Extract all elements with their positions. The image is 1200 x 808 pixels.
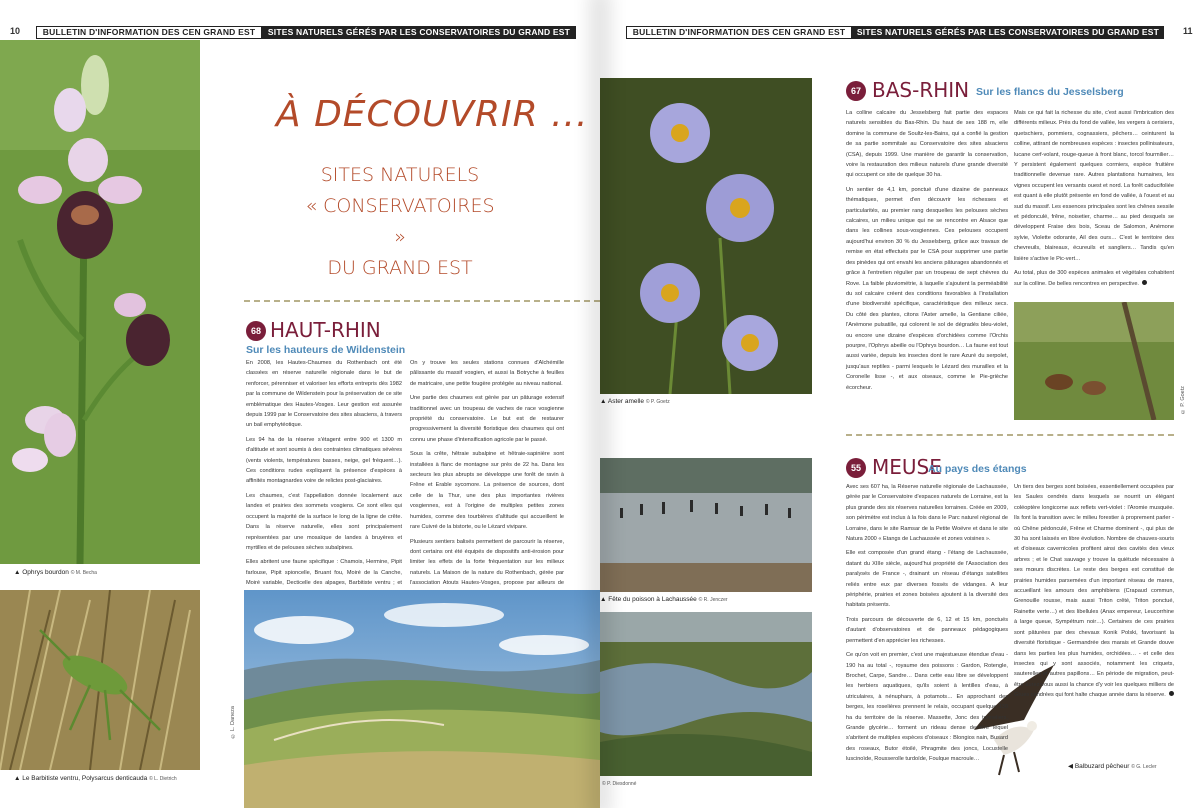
header-bulletin-title-left: BULLETIN D'INFORMATION DES CEN GRAND EST	[36, 26, 262, 39]
intro-subtitle-line-2: « CONSERVATOIRES »	[305, 195, 495, 248]
barbitiste-caption: ▲ Le Barbitiste ventru, Polysarcus denticauda © L. Dietrich	[14, 775, 177, 782]
aster-photo	[600, 78, 812, 394]
haut-rhin-column-1	[246, 358, 402, 613]
fete-caption: ▲ Fête du poisson à Lachaussée © R. Jenczer	[600, 596, 728, 603]
bas-rhin-number-badge: 67	[846, 81, 866, 101]
header-bulletin-title-right: BULLETIN D'INFORMATION DES CEN GRAND EST	[626, 26, 852, 39]
decouvrir-title: À DÉCOUVRIR ...	[276, 94, 589, 135]
ophrys-caption: ▲ Ophrys bourdon © M. Becha	[14, 569, 97, 576]
end-mark	[1169, 691, 1174, 696]
ophrys-orchid-illustration	[0, 40, 200, 564]
bas-rhin-title: BAS-RHIN	[872, 78, 970, 102]
barbitiste-photo	[0, 590, 200, 770]
paragraph: La colline calcaire du Jesselsberg fait partie des espaces naturels sensibles du Bas-Rhin. Du haut de ses 188 m, elle domine la commune de Soultz-les-Bains, qui a confié la gestion de sa partie sommitale au Conservatoire des sites alsaciens (CSA), depuis 1999. Une manière de garantir la conservation, voire la restauration des milieux naturels d'une grande diversité qui occupent ce site de quelque 30 ha.	[846, 110, 1008, 179]
fete-poisson-photo	[600, 458, 812, 592]
intro-subtitle	[300, 160, 500, 284]
paragraph: Sous la crête, hêtraie subalpine et hêtraie-sapinière sont installées à flanc de montagne sur près de 22 ha. Dans les secteurs les plus abrupts se développe une forêt de ravin à Frêne et Erable sycomore. La présence de sources, dont celle de la Thur, une des plus importantes rivières vosgiennes, est à l'origine de multiples petites zones humides, comme des tourbières d'altitude qui accueillent le rare Cuivré de la bistorte, ou le Lézard vivipare.	[410, 451, 564, 531]
left-page-number: 10	[10, 26, 21, 36]
goats-illustration	[1014, 302, 1174, 420]
lachaussee-aerial-photo	[600, 612, 812, 776]
paragraph-text: Un tiers des berges sont boisées, essentiellement occupées par les Saules cendrés dans lesquels se nourrit un élégant coléoptère longicorne aux reflets vert-violet : l'Aromie musquée. Ils font la transition avec le milieu forestier à proprement parler - où Chêne pédonculé, Frêne et Charme dominent -, qui plus de 30 ha sont laissés en libre évolution. Nombre de chauves-souris et d'oiseaux cavernicoles profitent ainsi des cavités des vieux arbres ; et le Chat sauvage y trouve la quiétude nécessaire à ses mœurs discrètes. Le reste des berges est constitué de prairies humides parsemées d'un important réseau de mares, accueillant les amours des amphibiens (Crapaud commun, Grenouille rousse, mais aussi Triton crêté, Triton ponctué, Rainette verte…) et des libellules (Anax empereur, Leucorrhine à large queue, Sympétrum noir…). Certaines de ces prairies sont pâturées par des chevaux Konik Polski, favorisant la diversité floristique - Germandrée des marais et Grande douve dans les parties les plus humides, orchidées… - et celle des insectes qui y sont associés, notamment les criquets, sauterelles et autres papillons… En période de migration, peut-être aurez-vous aussi la chance d'y voir les quelques milliers de Grues cendrées qui font halte chaque année dans la réserve.	[1014, 484, 1174, 699]
end-mark	[1142, 280, 1147, 285]
paragraph: Les chaumes, c'est l'appellation donnée localement aux landes et prairies des sommets vosgiens. Ce sont elles qui occupent la majorité de la surface le long de la ligne de crête. Dans la réserve naturelle, elles sont principalement représentées par une mosaïque de landes à bruyères et myrtilles et de pelouses sèches subalpines.	[246, 492, 402, 551]
wildenstein-landscape-photo	[244, 590, 600, 808]
aster-caption: ▲ Aster amelle © P. Goetz	[600, 398, 670, 405]
right-page-number: 11	[1183, 26, 1193, 36]
paragraph	[1014, 482, 1174, 701]
paragraph: Elles abritent une faune spécifique : Chamois, Hermine, Pipit farlouse, Pipit spioncelle, Bruant fou, Moiré de la Canche, Moiré variable, Decticelle des alpages, Barbitiste ventru ; et	[246, 559, 402, 587]
paragraph: Avec ses 607 ha, la Réserve naturelle régionale de Lachaussée, gérée par le Conservatoire d'espaces naturels de Lorraine, est la plus grande des six réserves naturelles lorraines. Créée en 2009, son périmètre est inclus à la fois dans le Parc naturel régional de Lorraine, dans le site Ramsar de la Petite Woëvre et dans le site Natura 2000 « Etangs de Lachaussée et zones voisines ».	[846, 484, 1008, 543]
paragraph: En 2008, les Hautes-Chaumes du Rothenbach ont été classées en réserve naturelle régionale dans le but de renforcer, pérenniser et valoriser les efforts entrepris dès 1982 par la commune de Wildenstein pour la préservation de ce site emblématique des Hautes-Vosges. Leur gestion est assurée depuis 1999 par le Conservatoire des sites alsaciens, à travers un bail emphytéotique.	[246, 360, 402, 429]
paragraph-text: Au total, plus de 300 espèces animales et végétales cohabitent sur la colline. De belles rencontres en perspective.	[1014, 270, 1174, 287]
paragraph: Mais ce qui fait la richesse du site, c'est aussi l'imbrication des différents milieux. Près du fond de vallée, les vergers à cerisiers, quetschiers, pommiers, cognassiers, pêchers… ceinturent la colline, attirant de nombreuses espèces : insectes pollinisateurs, lucane cerf-volant, rouge-queue à front blanc, torcol fourmilier… Y persistent également quelques cormiers, espèce fruitière traditionnelle devenue rare. Autres plantations humaines, les vignes occupent les versants ouest et nord. La forêt caducifoliée est quant à elle plutôt présente en fond de vallée, à l'ouest et au sud du massif. Les essences principales sont les chênes sessile et pédonculé, frêne, noisetier, charme… au pied desquels se développent Fraise des bois, Sceau de Salomon, Anémone sylvie, Violette odorante, Ail des ours… C'est le territoire des chevreuils, blaireaux, écureuils et sangliers… Tandis qu'en lisière s'active le Pic-vert…	[1014, 110, 1174, 262]
paragraph: On y trouve les seules stations connues d'Alchémille pâlissante du massif vosgien, et aussi la Botryche à feuilles de matricaire, une petite fougère protégée au niveau national.	[410, 360, 564, 387]
bas-rhin-subtitle: Sur les flancs du Jesselsberg	[976, 86, 1124, 98]
haut-rhin-title: HAUT-RHIN	[270, 318, 381, 342]
haut-rhin-subtitle: Sur les hauteurs de Wildenstein	[246, 344, 406, 356]
paragraph: Trois parcours de découverte de 6, 12 et 15 km, ponctués d'autant d'observatoires et de panneaux pédagogiques permettent d'en apprécier les richesses.	[846, 616, 1008, 644]
goats-credit: © P. Goetz	[1180, 386, 1186, 415]
meuse-column-2	[1014, 482, 1174, 705]
aster-flower-illustration	[600, 78, 812, 394]
meuse-number-badge: 55	[846, 458, 866, 478]
pond-fishing-illustration	[600, 458, 812, 592]
section-divider-meuse	[846, 434, 1174, 436]
lake-aerial-illustration	[600, 612, 812, 776]
paragraph: Les 94 ha de la réserve s'étagent entre 900 et 1300 m d'altitude et sont soumis à des contraintes climatiques sévères (vents violents, températures basses, neige, gel fréquent…). Ces conditions rudes expliquent la présence d'espèces à affinités montagnardes voire de relictes post-glaciaires.	[246, 436, 402, 485]
haut-rhin-number-badge: 68	[246, 321, 266, 341]
bas-rhin-column-1	[846, 108, 1008, 397]
section-divider-haut-rhin	[244, 300, 600, 302]
header-sites-title-left: SITES NATURELS GÉRÉS PAR LES CONSERVATOIRES DU GRAND EST	[262, 26, 576, 39]
meuse-subtitle: Au pays des étangs	[928, 463, 1027, 475]
mountain-landscape-illustration	[244, 590, 600, 808]
paragraph	[1014, 268, 1174, 289]
barbitiste-illustration	[0, 590, 200, 770]
header-sites-title-right: SITES NATURELS GÉRÉS PAR LES CONSERVATOIRES DU GRAND EST	[852, 26, 1164, 39]
meuse-title: MEUSE	[872, 455, 942, 479]
paragraph: Elle est composée d'un grand étang - l'étang de Lachaussée, datant du XIIIe siècle, aujourd'hui propriété de l'Association des paralysés de France -, drainant un réseau d'étangs satellites reliés entre eux par diverses fossés de vidanges. A leur périphérie, prairies et zones boisées ajoutent à la diversité des habitats présents.	[846, 550, 1008, 609]
intro-subtitle-line-3: DU GRAND EST	[327, 257, 473, 279]
landscape-credit: © L. Daneza	[230, 706, 236, 739]
ophrys-photo	[0, 40, 200, 564]
intro-subtitle-line-1: SITES NATURELS	[320, 164, 480, 186]
paragraph-text: Plusieurs sentiers balisés permettent de parcourir la réserve, dont certains ont été équipés de dispositifs anti-érosion pour limiter les effets de la forte fréquentation sur les milieux naturels. La Maison de la nature du Rothenbach, gérée par l'association Atouts Hautes-Vosges, propose par ailleurs de	[410, 538, 564, 587]
haut-rhin-column-2	[410, 358, 564, 613]
paragraph: Une partie des chaumes est gérée par un pâturage extensif traditionnel avec un troupeau de vaches de race vosgienne propriété du conservatoire. Le but est de restaurer progressivement la diversité floristique des chaumes qui ont connu une phase d'intensification agricole par le passé.	[410, 395, 564, 443]
balbuzard-caption: ◀ Balbuzard pêcheur © G. Lecler	[1068, 763, 1157, 770]
goats-photo	[1014, 302, 1174, 420]
paragraph: Ce qu'on voit en premier, c'est une majestueuse étendue d'eau - 190 ha au total -, royaume des poissons : Gardon, Rotengle, Brochet, Carpe, Sandre… Dans cette eau libre se développent les herbiers aquatiques, qu'ils soient à lentilles d'eau, à utriculaires, à nénuphars, à potamots… En approchant des berges, les roselières prennent le relais, occupant quelque 130 ha du territoire de la réserve. Massette, Jonc des tonneliers, Grande glycérie… forment un rideau dense derrière lequel s'abritent de multiples espèces d'oiseaux : Blongios nain, Busard des roseaux, Butor étoilé, Phragmite des joncs, Locustelle luscinoïde, Rousserolle turdoïde, Foulque macroule…	[846, 652, 1008, 763]
lachaussee-credit: © P. Diesdonné	[602, 781, 637, 787]
meuse-column-1	[846, 482, 1008, 769]
bas-rhin-column-2	[1014, 108, 1174, 293]
paragraph: Un sentier de 4,1 km, ponctué d'une dizaine de panneaux thématiques, permet d'en découvrir les richesses et particularités, au premier rang desquelles les pelouses sèches calcaires, un milieu unique qui ne se rencontre en Alsace que dans les collines sous-vosgiennes. Ces pelouses occupent aujourd'hui environ 30 % du Jesselsberg, grâce aux travaux de remise en état effectués par le CSA pour supprimer une partie des pinèdes qui ont envahi les anciens pâturages abandonnés et grâce à l'entretien régulier par un troupeau de sept chèvres du Rove. La faible pluviométrie, à laquelle s'ajoutent la perméabilité du sol calcaire créent des conditions favorables à l'installation d'une biodiversité spécifique, caractéristique des milieux secs. Du côté des plantes, citons l'Aster amelle, la Gentiane ciliée, l'Anémone pulsatille, qui colorent le sol de dégradés bleu-violet, ou encore une dizaine d'espèces d'orchidées comme l'Orchis pourpre, l'Ophrys abeille ou l'Ophrys bourdon… La faune est tout aussi variée, depuis les insectes dont le rare Azuré du serpolet, jusqu'aux reptiles - parmi lesquels le Lézard des murailles et la Coronelle lisse -, et aux oiseaux, comme le Pie-grièche écorcheur.	[846, 186, 1008, 391]
